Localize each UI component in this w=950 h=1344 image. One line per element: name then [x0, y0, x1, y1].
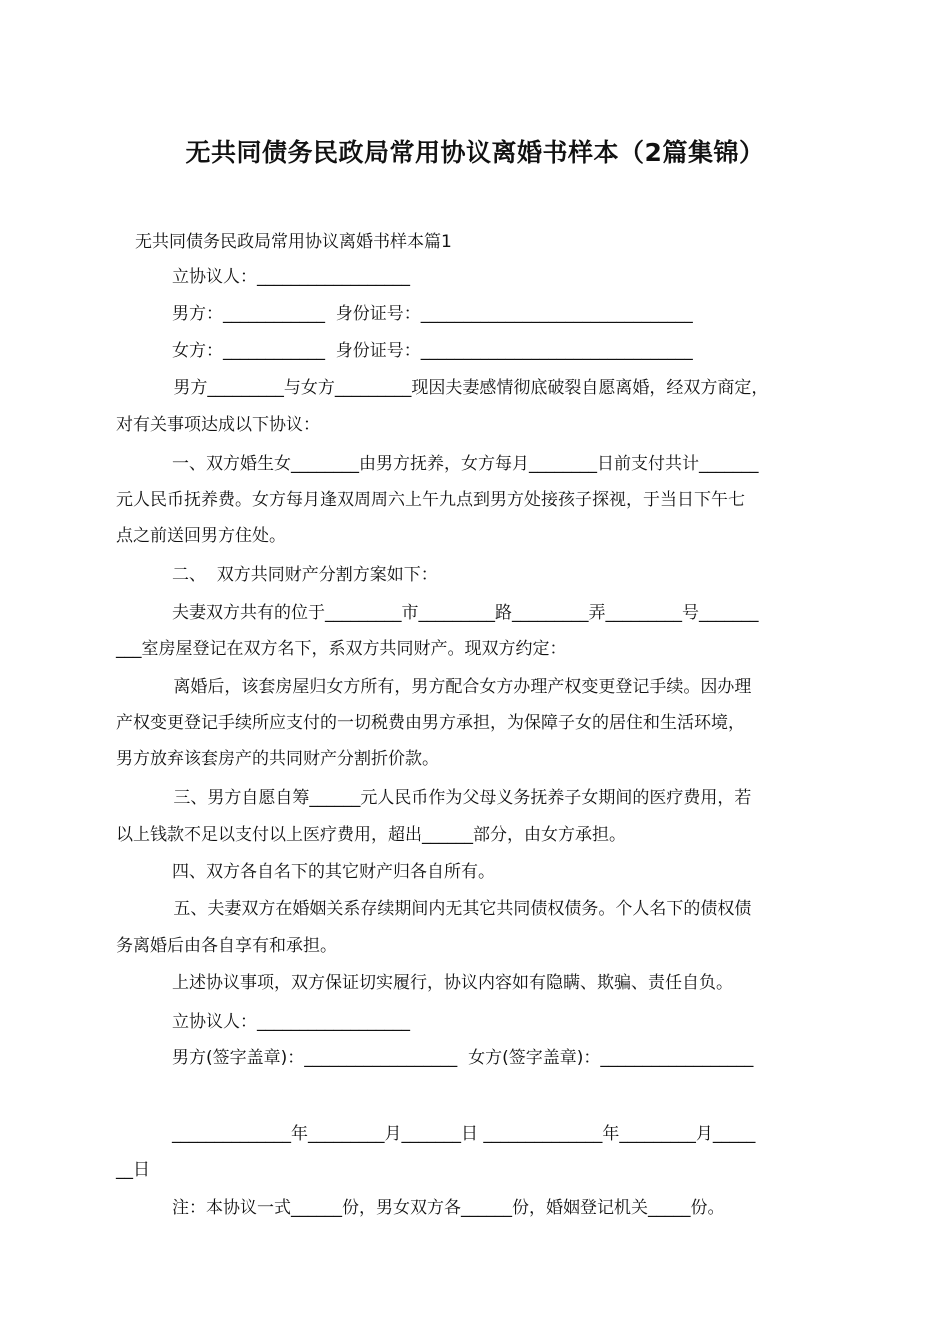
clause-5-line-1: 五、夫妻双方在婚姻关系存续期间内无其它共同债权债务。个人名下的债权债: [168, 899, 752, 919]
male-id-line: 男方：____________ 身份证号：________________________________: [172, 304, 693, 324]
guarantee-line: 上述协议事项，双方保证切实履行，协议内容如有隐瞒、欺骗、责任自负。: [172, 973, 733, 993]
signatory-line-2: 立协议人：__________________: [172, 1012, 410, 1032]
date-line-1: ______________年_________月_______日 ______________年_________月_____: [172, 1124, 756, 1144]
clause-4-line: 四、双方各自名下的其它财产归各自所有。: [172, 862, 495, 882]
clause-1-line-3: 点之前送回男方住处。: [116, 526, 286, 546]
section-subtitle: 无共同债务民政局常用协议离婚书样本篇1: [135, 232, 452, 252]
signatory-line: 立协议人：__________________: [172, 267, 410, 287]
clause-3-line-1: 三、男方自愿自筹______元人民币作为父母义务抚养子女期间的医疗费用，若: [168, 788, 752, 808]
clause-2-heading: 二、 双方共同财产分割方案如下：: [172, 565, 438, 585]
preamble-line-2: 对有关事项达成以下协议：: [116, 415, 320, 435]
preamble-line-1: 男方_________与女方_________现因夫妻感情彻底破裂自愿离婚，经双方商定，: [168, 378, 769, 398]
date-line-2: __日: [116, 1160, 150, 1180]
female-id-line: 女方：____________ 身份证号：________________________________: [172, 341, 693, 361]
clause-5-line-2: 务离婚后由各自享有和承担。: [116, 936, 337, 956]
clause-1-line-2: 元人民币抚养费。女方每月逢双周周六上午九点到男方处接孩子探视，于当日下午七: [116, 490, 745, 510]
clause-2-line-3: 离婚后，该套房屋归女方所有，男方配合女方办理产权变更登记手续。因办理: [168, 677, 752, 697]
clause-2-line-5: 男方放弃该套房产的共同财产分割折价款。: [116, 749, 439, 769]
clause-2-line-4: 产权变更登记手续所应支付的一切税费由男方承担，为保障子女的居住和生活环境，: [116, 713, 745, 733]
clause-1-line-1: 一、双方婚生女________由男方抚养，女方每月________日前支付共计_______: [172, 454, 759, 474]
clause-2-line-1: 夫妻双方共有的位于_________市_________路_________弄_________号_______: [172, 603, 759, 623]
note-line: 注：本协议一式______份，男女双方各______份，婚姻登记机关_____份。: [172, 1198, 725, 1218]
clause-3-line-2: 以上钱款不足以支付以上医疗费用，超出______部分，由女方承担。: [116, 825, 626, 845]
page-title: 无共同债务民政局常用协议离婚书样本（2篇集锦）: [185, 138, 765, 167]
clause-2-line-2: ___室房屋登记在双方名下，系双方共同财产。现双方约定：: [116, 639, 567, 659]
signature-line: 男方(签字盖章)：__________________ 女方(签字盖章)：__________________: [172, 1048, 754, 1068]
